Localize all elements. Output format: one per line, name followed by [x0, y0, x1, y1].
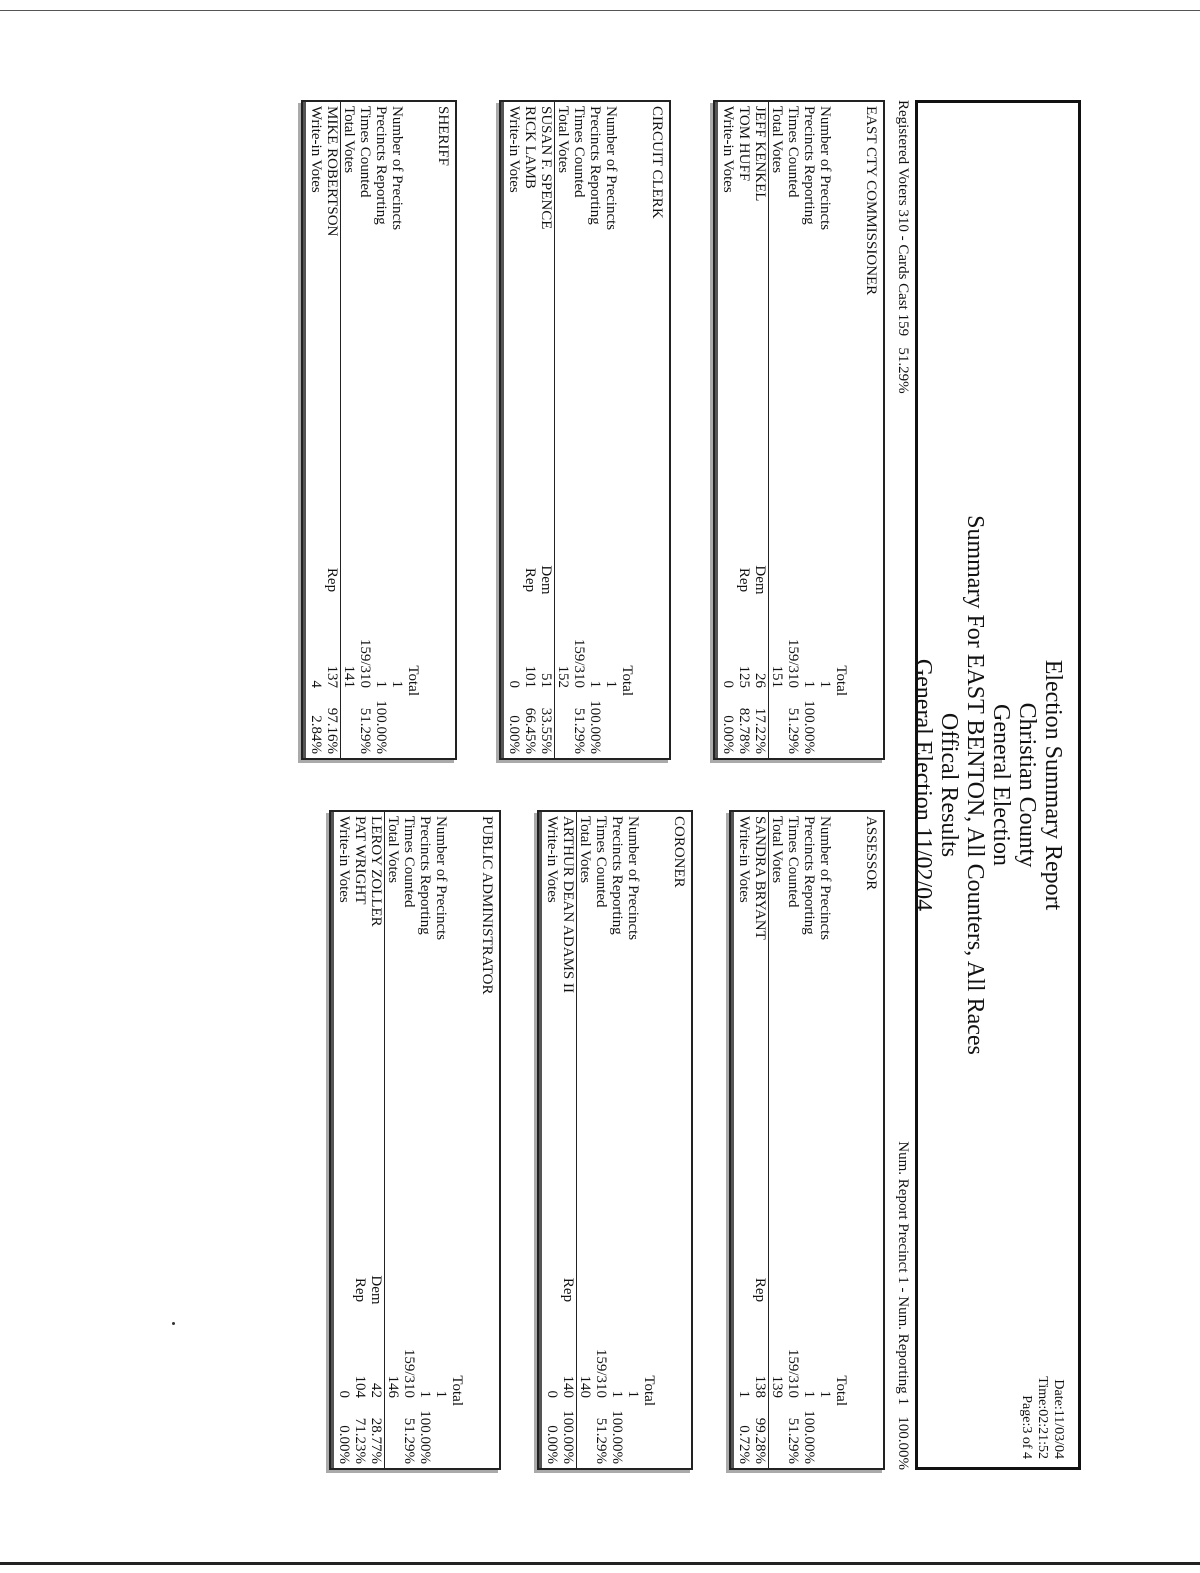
precincts-reporting-label: Precincts Reporting — [801, 106, 817, 225]
total-votes-value: 141 — [341, 665, 357, 688]
candidate-pct: 100.00% — [560, 1410, 576, 1464]
times-counted-row — [785, 812, 801, 1468]
precincts-reporting-value: 1 — [609, 1390, 625, 1398]
report-page: Page:3 of 4 — [1019, 1395, 1034, 1459]
times-counted-value: 159/310 — [785, 1348, 801, 1398]
candidate-pct: 0.72% — [736, 1425, 752, 1464]
precincts-reporting-value: 1 — [801, 1390, 817, 1398]
num-report-line — [894, 1141, 911, 1470]
race-title: SHERIFF — [435, 106, 451, 167]
times-counted-pct: 51.29% — [785, 707, 801, 754]
candidate-row — [522, 102, 538, 758]
candidate-name: SANDRA BRYANT — [752, 816, 768, 940]
num-precincts-row — [625, 812, 641, 1468]
candidate-votes: 140 — [560, 1375, 576, 1398]
num-precincts-label: Number of Precincts — [433, 816, 449, 941]
total-column-label: Total — [641, 1375, 657, 1406]
race-stats — [554, 102, 635, 758]
race-stats — [768, 102, 849, 758]
times-counted-pct: 51.29% — [571, 707, 587, 754]
candidate-name: JEFF KENKEL — [752, 106, 768, 202]
precincts-reporting-row — [587, 102, 603, 758]
precincts-reporting-pct: 100.00% — [801, 1410, 817, 1464]
total-votes-row — [384, 812, 401, 1468]
candidate-pct: 17.22% — [752, 707, 768, 754]
num-precincts-label: Number of Precincts — [389, 106, 405, 231]
candidate-name: Write-in Votes — [544, 816, 560, 903]
times-counted-label: Times Counted — [593, 816, 609, 908]
total-column-label: Total — [619, 665, 635, 696]
num-precincts-value: 1 — [603, 680, 619, 688]
candidate-row — [308, 102, 324, 758]
candidate-party: Dem — [368, 1275, 384, 1305]
num-precincts-value: 1 — [625, 1390, 641, 1398]
race-stats — [768, 812, 849, 1468]
candidate-row — [720, 102, 736, 758]
candidate-party: Dem — [538, 565, 554, 595]
candidate-name: Write-in Votes — [720, 106, 736, 193]
race-panel-assessor — [729, 810, 885, 1470]
election-date: General Election 11/02/04 — [910, 658, 936, 912]
precincts-reporting-row — [609, 812, 625, 1468]
race-panel-coroner — [537, 810, 693, 1470]
precincts-reporting-pct: 100.00% — [373, 700, 389, 754]
precincts-reporting-label: Precincts Reporting — [417, 816, 433, 935]
candidate-party: Rep — [352, 1277, 368, 1303]
candidate-votes: 26 — [752, 673, 768, 688]
times-counted-pct: 51.29% — [401, 1417, 417, 1464]
candidate-row — [352, 812, 368, 1468]
times-counted-value: 159/310 — [571, 638, 587, 688]
candidate-pct: 0.00% — [720, 715, 736, 754]
num-precincts-row — [603, 102, 619, 758]
candidate-party: Rep — [752, 1277, 768, 1303]
num-precincts-value: 1 — [817, 680, 833, 688]
times-counted-row — [401, 812, 417, 1468]
total-column-header — [641, 812, 657, 1468]
times-counted-value: 159/310 — [401, 1348, 417, 1398]
summary-scope: Summary For EAST BENTON, All Counters, All Races — [962, 515, 988, 1055]
candidate-row — [736, 102, 752, 758]
num-precincts-row — [817, 102, 833, 758]
candidate-name: LEROY ZOLLER — [368, 816, 384, 927]
registered-voters-pct: 51.29% — [895, 347, 911, 394]
times-counted-row — [571, 102, 587, 758]
race-panel-east-cty-commissioner — [713, 100, 885, 760]
times-counted-label: Times Counted — [785, 816, 801, 908]
race-stats — [340, 102, 421, 758]
report-time: Time:02:21:52 — [1035, 1376, 1050, 1459]
total-column-header — [833, 812, 849, 1468]
race-title: PUBLIC ADMINISTRATOR — [479, 816, 495, 995]
precincts-reporting-pct: 100.00% — [587, 700, 603, 754]
candidate-party: Rep — [736, 567, 752, 593]
candidate-votes: 42 — [368, 1383, 384, 1398]
num-precincts-row — [389, 102, 405, 758]
precincts-reporting-value: 1 — [373, 680, 389, 688]
candidate-row — [538, 102, 554, 758]
candidate-name: RICK LAMB — [522, 106, 538, 189]
candidate-pct: 97.16% — [324, 707, 340, 754]
total-votes-row — [768, 102, 785, 758]
candidate-list — [731, 812, 768, 1468]
race-stats — [576, 812, 657, 1468]
candidate-party: Rep — [560, 1277, 576, 1303]
total-column-label: Total — [833, 1375, 849, 1406]
candidate-pct: 2.84% — [308, 715, 324, 754]
total-votes-value: 146 — [385, 1375, 401, 1398]
candidate-name: Write-in Votes — [336, 816, 352, 903]
race-panel-public-administrator — [329, 810, 501, 1470]
total-votes-label: Total Votes — [341, 106, 357, 174]
race-panel-sheriff — [301, 100, 457, 760]
num-precincts-value: 1 — [433, 1390, 449, 1398]
candidate-row — [368, 812, 384, 1468]
race-title: ASSESSOR — [863, 816, 879, 891]
candidate-votes: 0 — [336, 1390, 352, 1398]
times-counted-value: 159/310 — [593, 1348, 609, 1398]
candidate-pct: 66.45% — [522, 707, 538, 754]
candidate-votes: 0 — [506, 680, 522, 688]
report-meta — [1018, 1376, 1066, 1459]
candidate-votes: 51 — [538, 673, 554, 688]
race-title: CORONER — [671, 816, 687, 888]
candidate-pct: 0.00% — [506, 715, 522, 754]
num-precincts-label: Number of Precincts — [625, 816, 641, 941]
precincts-reporting-row — [801, 102, 817, 758]
race-stats — [384, 812, 465, 1468]
total-votes-row — [554, 102, 571, 758]
total-column-header — [449, 812, 465, 1468]
candidate-list — [539, 812, 576, 1468]
times-counted-row — [593, 812, 609, 1468]
total-votes-label: Total Votes — [385, 816, 401, 884]
precincts-reporting-row — [373, 102, 389, 758]
candidate-name: Write-in Votes — [736, 816, 752, 903]
candidate-votes: 1 — [736, 1390, 752, 1398]
precincts-reporting-row — [417, 812, 433, 1468]
candidate-pct: 71.23% — [352, 1417, 368, 1464]
num-precincts-label: Number of Precincts — [817, 106, 833, 231]
candidate-name: MIKE ROBERTSON — [324, 106, 340, 237]
num-precincts-value: 1 — [389, 680, 405, 688]
candidate-votes: 0 — [720, 680, 736, 688]
race-title: EAST CTY COMMISSIONER — [863, 106, 879, 296]
precincts-reporting-label: Precincts Reporting — [609, 816, 625, 935]
candidate-name: Write-in Votes — [506, 106, 522, 193]
num-precincts-row — [817, 812, 833, 1468]
times-counted-value: 159/310 — [357, 638, 373, 688]
precincts-reporting-pct: 100.00% — [609, 1410, 625, 1464]
candidate-pct: 82.78% — [736, 707, 752, 754]
candidate-votes: 125 — [736, 665, 752, 688]
times-counted-label: Times Counted — [357, 106, 373, 198]
total-votes-label: Total Votes — [577, 816, 593, 884]
rotated-report-page — [185, 90, 1085, 1480]
times-counted-pct: 51.29% — [357, 707, 373, 754]
candidate-name: TOM HUFF — [736, 106, 752, 182]
total-votes-value: 139 — [769, 1375, 785, 1398]
candidate-list — [501, 102, 554, 758]
times-counted-label: Times Counted — [401, 816, 417, 908]
num-report-text: Num. Report Precinct 1 - Num. Reporting 1 — [895, 1141, 911, 1405]
race-title: CIRCUIT CLERK — [649, 106, 665, 219]
candidate-row — [752, 812, 768, 1468]
total-column-label: Total — [449, 1375, 465, 1406]
times-counted-pct: 51.29% — [593, 1417, 609, 1464]
candidate-votes: 4 — [308, 680, 324, 688]
candidate-row — [324, 102, 340, 758]
scan-edge-bottom — [0, 1562, 1200, 1565]
candidate-pct: 0.00% — [544, 1425, 560, 1464]
num-report-pct: 100.00% — [895, 1416, 911, 1470]
times-counted-label: Times Counted — [571, 106, 587, 198]
race-panel-circuit-clerk — [499, 100, 671, 760]
candidate-pct: 28.77% — [368, 1417, 384, 1464]
candidate-votes: 137 — [324, 665, 340, 688]
total-votes-row — [340, 102, 357, 758]
scan-edge-top — [0, 10, 1200, 11]
precincts-reporting-row — [801, 812, 817, 1468]
times-counted-pct: 51.29% — [785, 1417, 801, 1464]
times-counted-label: Times Counted — [785, 106, 801, 198]
candidate-name: ARTHUR DEAN ADAMS II — [560, 816, 576, 994]
registered-voters-text: Registered Voters 310 - Cards Cast 159 — [895, 100, 911, 337]
total-votes-row — [768, 812, 785, 1468]
total-votes-label: Total Votes — [769, 106, 785, 174]
candidate-party: Rep — [324, 567, 340, 593]
scan-speck — [172, 1322, 175, 1325]
candidate-name: SUSAN F. SPENCE — [538, 106, 554, 230]
candidate-party: Dem — [752, 565, 768, 595]
num-precincts-label: Number of Precincts — [817, 816, 833, 941]
precincts-reporting-value: 1 — [801, 680, 817, 688]
total-column-header — [619, 102, 635, 758]
candidate-row — [544, 812, 560, 1468]
candidate-votes: 101 — [522, 665, 538, 688]
candidate-row — [336, 812, 352, 1468]
report-date: Date:11/03/04 — [1051, 1379, 1066, 1459]
total-column-label: Total — [405, 665, 421, 696]
results-status: Offical Results — [936, 712, 962, 858]
num-precincts-label: Number of Precincts — [603, 106, 619, 231]
times-counted-row — [785, 102, 801, 758]
candidate-row — [752, 102, 768, 758]
total-votes-label: Total Votes — [555, 106, 571, 174]
candidate-name: PAT WRIGHT — [352, 816, 368, 905]
candidate-pct: 33.55% — [538, 707, 554, 754]
precincts-reporting-pct: 100.00% — [801, 700, 817, 754]
candidate-list — [331, 812, 384, 1468]
total-column-header — [405, 102, 421, 758]
num-precincts-row — [433, 812, 449, 1468]
total-votes-row — [576, 812, 593, 1468]
county-name: Christian County — [1014, 702, 1040, 868]
candidate-row — [560, 812, 576, 1468]
total-column-label: Total — [833, 665, 849, 696]
candidate-list — [303, 102, 340, 758]
candidate-votes: 138 — [752, 1375, 768, 1398]
election-type: General Election — [988, 704, 1014, 866]
times-counted-value: 159/310 — [785, 638, 801, 688]
candidate-votes: 104 — [352, 1375, 368, 1398]
candidate-party: Rep — [522, 567, 538, 593]
candidate-name: Write-in Votes — [308, 106, 324, 193]
precincts-reporting-label: Precincts Reporting — [373, 106, 389, 225]
total-votes-value: 151 — [769, 665, 785, 688]
precincts-reporting-label: Precincts Reporting — [587, 106, 603, 225]
registered-voters-line — [894, 100, 911, 394]
num-precincts-value: 1 — [817, 1390, 833, 1398]
candidate-row — [736, 812, 752, 1468]
candidate-pct: 99.28% — [752, 1417, 768, 1464]
report-title-block — [910, 103, 1066, 1467]
precincts-reporting-value: 1 — [587, 680, 603, 688]
total-column-header — [833, 102, 849, 758]
report-title: Election Summary Report — [1040, 659, 1066, 911]
report-header — [910, 100, 1081, 1470]
precincts-reporting-value: 1 — [417, 1390, 433, 1398]
candidate-row — [506, 102, 522, 758]
precincts-reporting-label: Precincts Reporting — [801, 816, 817, 935]
total-votes-label: Total Votes — [769, 816, 785, 884]
candidate-pct: 0.00% — [336, 1425, 352, 1464]
precincts-reporting-pct: 100.00% — [417, 1410, 433, 1464]
total-votes-value: 140 — [577, 1375, 593, 1398]
candidate-list — [715, 102, 768, 758]
candidate-votes: 0 — [544, 1390, 560, 1398]
times-counted-row — [357, 102, 373, 758]
total-votes-value: 152 — [555, 665, 571, 688]
